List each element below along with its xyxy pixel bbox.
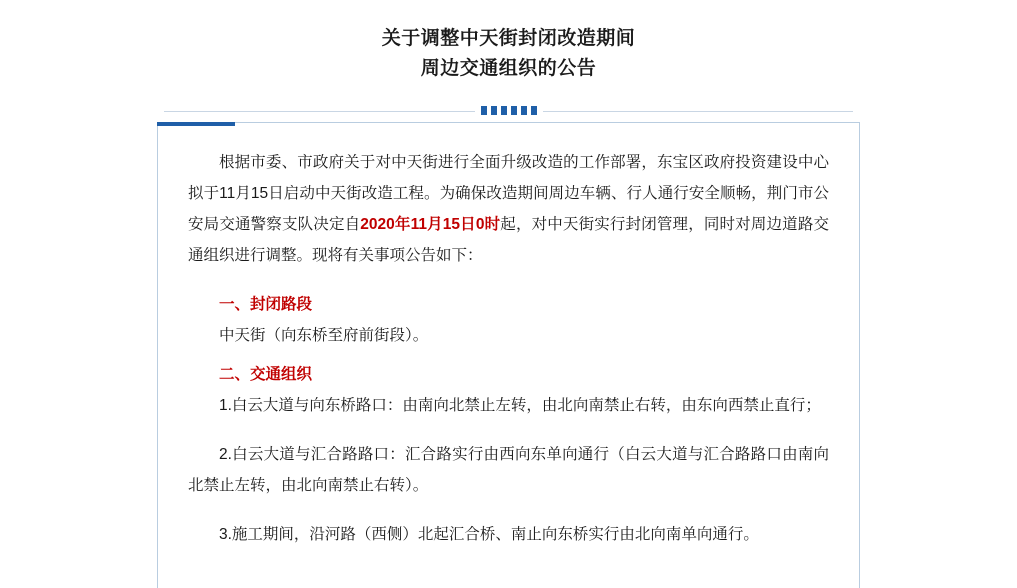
intro-paragraph	[188, 147, 829, 271]
spacer	[188, 501, 829, 519]
left-margin	[0, 0, 139, 588]
traffic-item-1: 1.白云大道与向东桥路口：由南向北禁止左转，由北向南禁止右转，由东向西禁止直行；	[219, 397, 821, 414]
intro-text-part-1: 根据市委、市政府关于对中天街进行全面升级改造的工作部署，东宝区政府投资建设中心拟于11月15日启动中天街改造工程。为确保改造期间周边车辆、行人通行安全顺畅，荆门市公安局交通警察支队决定自	[188, 154, 829, 233]
traffic-item-2: 2.白云大道与汇合路路口：汇合路实行由西向东单向通行（白云大道与汇合路路口由南向北禁止左转，由北向南禁止右转）。	[188, 446, 829, 494]
intro-text-part-2: 起，对中天街实行封闭管理，同时对周边道路交通组织进行调整。现将有关事项公告如下：	[188, 216, 829, 264]
divider-dot	[501, 106, 507, 115]
page-title	[139, 0, 878, 84]
title-divider	[139, 104, 878, 118]
divider-dot	[521, 106, 527, 115]
announcement-panel	[157, 122, 860, 588]
spacer	[188, 421, 829, 439]
traffic-item-3: 3.施工期间，沿河路（西侧）北起汇合桥、南止向东桥实行由北向南单向通行。	[219, 526, 759, 543]
title-line-1: 关于调整中天街封闭改造期间	[381, 28, 636, 49]
spacer	[188, 271, 829, 289]
title-line-2: 周边交通组织的公告	[420, 58, 597, 79]
spacer	[188, 351, 829, 359]
section-heading-closed-road: 一、封闭路段	[219, 296, 313, 313]
section-heading-traffic-org: 二、交通组织	[219, 366, 313, 383]
divider-dot	[481, 106, 487, 115]
divider-dots-ornament	[475, 106, 543, 115]
divider-dot	[491, 106, 497, 115]
right-margin	[878, 0, 1017, 588]
announcement-body	[158, 123, 859, 550]
section-text-closed-road: 中天街（向东桥至府前街段）。	[219, 327, 429, 344]
panel-accent-bar	[157, 122, 235, 126]
effective-datetime: 2020年11月15日0时	[360, 216, 501, 233]
divider-dot	[511, 106, 517, 115]
divider-dot	[531, 106, 537, 115]
